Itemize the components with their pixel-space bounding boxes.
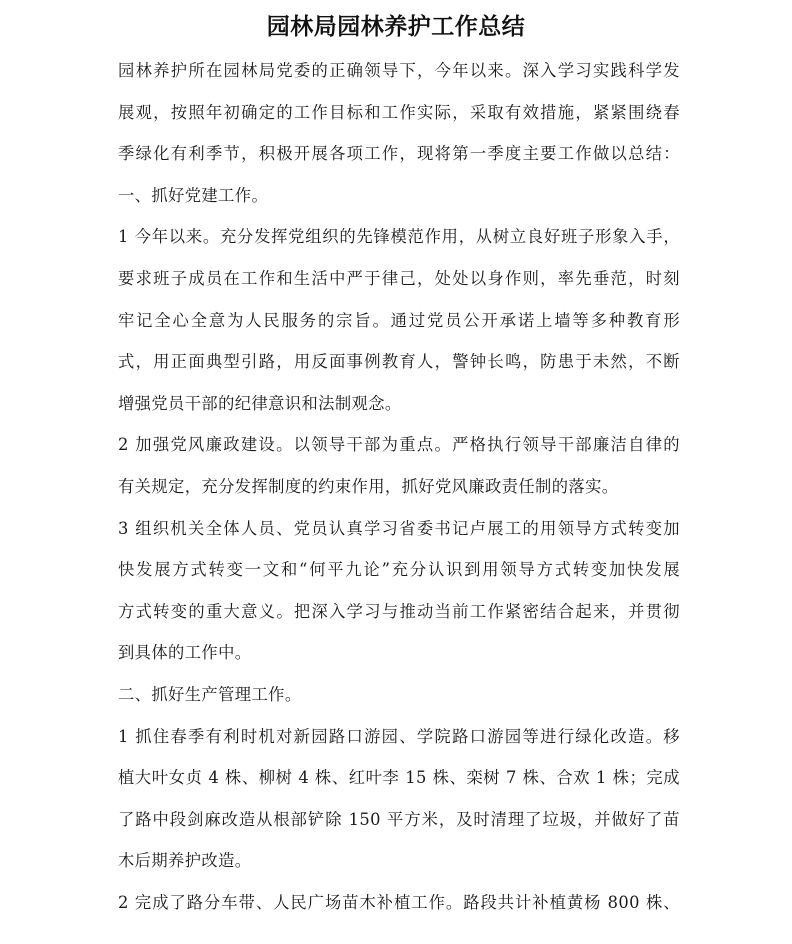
text-line: 2 加强党风廉政建设。以领导干部为重点。严格执行领导干部廉洁自律的 — [118, 435, 680, 455]
text-line: 了路中段剑麻改造从根部铲除 150 平方米，及时清理了垃圾，并做好了苗 — [118, 809, 680, 829]
text-line: 3 组织机关全体人员、党员认真学习省委书记卢展工的用领导方式转变加 — [118, 518, 680, 538]
section-heading: 二、抓好生产管理工作。 — [118, 684, 302, 704]
text-line: 木后期养护改造。 — [118, 851, 252, 871]
text-line: 式，用正面典型引路，用反面事例教育人，警钟长鸣，防患于未然，不断 — [118, 352, 680, 372]
section-heading: 一、抓好党建工作。 — [118, 185, 269, 205]
text-line: 园林养护所在园林局党委的正确领导下，今年以来。深入学习实践科学发 — [118, 61, 680, 80]
text-line: 快发展方式转变一文和“何平九论”充分认识到用领导方式转变加快发展 — [118, 560, 680, 580]
document-body — [118, 50, 680, 923]
text-line: 有关规定，充分发挥制度的约束作用，抓好党风廉政责任制的落实。 — [118, 476, 619, 496]
text-line: 1 今年以来。充分发挥党组织的先锋模范作用，从树立良好班子形象入手， — [118, 227, 680, 247]
text-line: 植大叶女贞 4 株、柳树 4 株、红叶李 15 株、栾树 7 株、合欢 1 株；完成 — [118, 768, 680, 788]
text-line: 展观，按照年初确定的工作目标和工作实际，采取有效措施，紧紧围绕春 — [118, 102, 680, 122]
text-line: 方式转变的重大意义。把深入学习与推动当前工作紧密结合起来，并贯彻 — [118, 601, 680, 621]
text-line: 增强党员干部的纪律意识和法制观念。 — [118, 393, 402, 413]
text-line: 2 完成了路分车带、人民广场苗木补植工作。路段共计补植黄杨 800 株、 — [118, 892, 680, 912]
text-line: 1 抓住春季有利时机对新园路口游园、学院路口游园等进行绿化改造。移 — [118, 726, 680, 746]
document-title: 园林局园林养护工作总结 — [266, 14, 526, 40]
text-line: 牢记全心全意为人民服务的宗旨。通过党员公开承诺上墙等多种教育形 — [118, 310, 680, 330]
text-line: 要求班子成员在工作和生活中严于律己，处处以身作则，率先垂范，时刻 — [118, 268, 680, 288]
text-line: 到具体的工作中。 — [118, 643, 252, 663]
text-line: 季绿化有利季节，积极开展各项工作，现将第一季度主要工作做以总结： — [118, 144, 680, 164]
